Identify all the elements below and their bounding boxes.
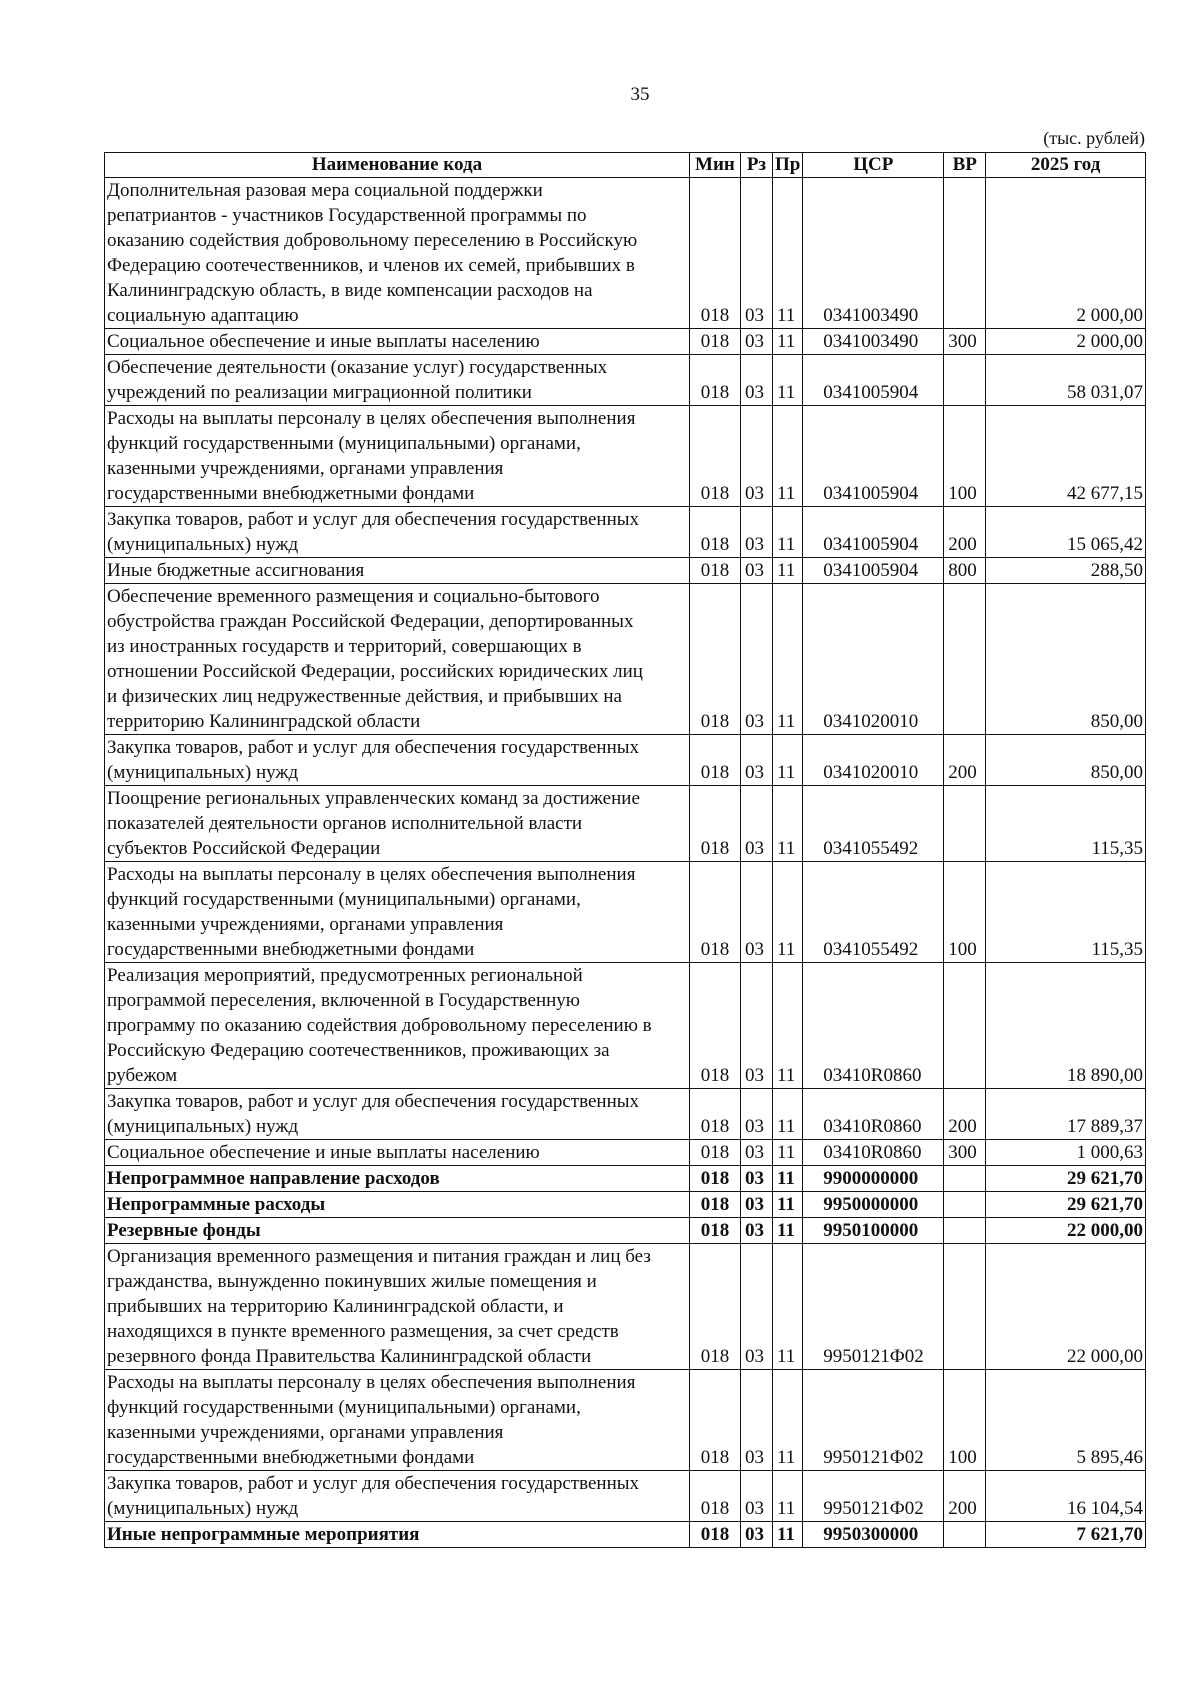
cell-vr: 200 bbox=[944, 507, 986, 558]
cell-min: 018 bbox=[689, 507, 740, 558]
cell-sum: 16 104,54 bbox=[986, 1471, 1146, 1522]
cell-min: 018 bbox=[689, 1522, 740, 1548]
table-row bbox=[105, 178, 1146, 329]
cell-rz: 03 bbox=[740, 507, 772, 558]
cell-pr: 11 bbox=[772, 507, 802, 558]
table-row bbox=[105, 735, 1146, 786]
header-min: Мин bbox=[689, 153, 740, 178]
cell-pr: 11 bbox=[772, 1471, 802, 1522]
cell-vr bbox=[944, 1218, 986, 1244]
cell-rz: 03 bbox=[740, 1192, 772, 1218]
header-rz: Рз bbox=[740, 153, 772, 178]
cell-name: Реализация мероприятий, предусмотренных региональной программой переселения, включенной в Государственную программу по оказанию содействия добровольному переселению в Российскую Федерацию соотечественников, проживающих за рубежом bbox=[105, 963, 690, 1089]
cell-vr bbox=[944, 178, 986, 329]
cell-name: Иные непрограммные мероприятия bbox=[105, 1522, 690, 1548]
cell-pr: 11 bbox=[772, 1244, 802, 1370]
cell-rz: 03 bbox=[740, 862, 772, 963]
cell-name: Расходы на выплаты персоналу в целях обеспечения выполнения функций государственными (муниципальными) органами, казенными учреждениями, органами управления государственными внебюджетными фондами bbox=[105, 862, 690, 963]
cell-min: 018 bbox=[689, 1244, 740, 1370]
cell-rz: 03 bbox=[740, 1522, 772, 1548]
cell-name: Закупка товаров, работ и услуг для обеспечения государственных (муниципальных) нужд bbox=[105, 1089, 690, 1140]
cell-csr: 0341020010 bbox=[803, 735, 944, 786]
cell-name: Непрограммные расходы bbox=[105, 1192, 690, 1218]
cell-name: Расходы на выплаты персоналу в целях обеспечения выполнения функций государственными (муниципальными) органами, казенными учреждениями, органами управления государственными внебюджетными фондами bbox=[105, 1370, 690, 1471]
cell-name: Расходы на выплаты персоналу в целях обеспечения выполнения функций государственными (муниципальными) органами, казенными учреждениями, органами управления государственными внебюджетными фондами bbox=[105, 406, 690, 507]
budget-table bbox=[104, 152, 1146, 1548]
cell-pr: 11 bbox=[772, 1192, 802, 1218]
table-row bbox=[105, 862, 1146, 963]
table-row bbox=[105, 786, 1146, 862]
cell-min: 018 bbox=[689, 584, 740, 735]
cell-min: 018 bbox=[689, 1140, 740, 1166]
cell-sum: 29 621,70 bbox=[986, 1192, 1146, 1218]
cell-rz: 03 bbox=[740, 406, 772, 507]
cell-rz: 03 bbox=[740, 1089, 772, 1140]
cell-csr: 9950300000 bbox=[803, 1522, 944, 1548]
cell-vr: 200 bbox=[944, 1471, 986, 1522]
cell-min: 018 bbox=[689, 1218, 740, 1244]
cell-min: 018 bbox=[689, 406, 740, 507]
header-csr: ЦСР bbox=[803, 153, 944, 178]
cell-min: 018 bbox=[689, 329, 740, 355]
cell-name: Поощрение региональных управленческих команд за достижение показателей деятельности органов исполнительной власти субъектов Российской Федерации bbox=[105, 786, 690, 862]
cell-min: 018 bbox=[689, 735, 740, 786]
cell-rz: 03 bbox=[740, 178, 772, 329]
cell-vr bbox=[944, 1244, 986, 1370]
cell-sum: 58 031,07 bbox=[986, 355, 1146, 406]
cell-csr: 9950121Ф02 bbox=[803, 1244, 944, 1370]
cell-sum: 1 000,63 bbox=[986, 1140, 1146, 1166]
cell-name: Закупка товаров, работ и услуг для обеспечения государственных (муниципальных) нужд bbox=[105, 1471, 690, 1522]
table-row bbox=[105, 1166, 1146, 1192]
cell-name: Дополнительная разовая мера социальной поддержки репатриантов - участников Государственной программы по оказанию содействия добровольному переселению в Российскую Федерацию соотечественников, и членов их семей, прибывших в Калининградскую область, в виде компенсации расходов на социальную адаптацию bbox=[105, 178, 690, 329]
cell-name: Обеспечение временного размещения и социально-бытового обустройства граждан Российской Федерации, депортированных из иностранных государств и территорий, совершающих в отношении Российской Федерации, российских юридических лиц и физических лиц недружественные действия, и прибывших на территорию Калининградской области bbox=[105, 584, 690, 735]
cell-pr: 11 bbox=[772, 329, 802, 355]
cell-min: 018 bbox=[689, 1471, 740, 1522]
table-row bbox=[105, 584, 1146, 735]
cell-vr bbox=[944, 1522, 986, 1548]
cell-min: 018 bbox=[689, 558, 740, 584]
cell-name: Иные бюджетные ассигнования bbox=[105, 558, 690, 584]
cell-pr: 11 bbox=[772, 862, 802, 963]
table-row bbox=[105, 1218, 1146, 1244]
cell-vr: 100 bbox=[944, 1370, 986, 1471]
cell-pr: 11 bbox=[772, 584, 802, 735]
cell-csr: 0341005904 bbox=[803, 355, 944, 406]
cell-rz: 03 bbox=[740, 786, 772, 862]
cell-csr: 0341005904 bbox=[803, 507, 944, 558]
cell-rz: 03 bbox=[740, 963, 772, 1089]
cell-min: 018 bbox=[689, 862, 740, 963]
cell-pr: 11 bbox=[772, 406, 802, 507]
cell-min: 018 bbox=[689, 178, 740, 329]
cell-vr bbox=[944, 963, 986, 1089]
cell-pr: 11 bbox=[772, 1522, 802, 1548]
cell-min: 018 bbox=[689, 963, 740, 1089]
cell-pr: 11 bbox=[772, 558, 802, 584]
cell-min: 018 bbox=[689, 1370, 740, 1471]
cell-name: Социальное обеспечение и иные выплаты населению bbox=[105, 329, 690, 355]
page-number: 35 bbox=[630, 84, 650, 105]
cell-vr: 300 bbox=[944, 329, 986, 355]
table-row bbox=[105, 1471, 1146, 1522]
cell-sum: 2 000,00 bbox=[986, 178, 1146, 329]
cell-csr: 0341003490 bbox=[803, 178, 944, 329]
cell-sum: 2 000,00 bbox=[986, 329, 1146, 355]
cell-pr: 11 bbox=[772, 963, 802, 1089]
table-header-row bbox=[105, 153, 1146, 178]
cell-name: Социальное обеспечение и иные выплаты населению bbox=[105, 1140, 690, 1166]
cell-sum: 5 895,46 bbox=[986, 1370, 1146, 1471]
cell-csr: 0341003490 bbox=[803, 329, 944, 355]
cell-vr bbox=[944, 786, 986, 862]
cell-rz: 03 bbox=[740, 355, 772, 406]
cell-csr: 03410R0860 bbox=[803, 963, 944, 1089]
table-row bbox=[105, 1089, 1146, 1140]
cell-pr: 11 bbox=[772, 178, 802, 329]
cell-pr: 11 bbox=[772, 1089, 802, 1140]
cell-csr: 0341005904 bbox=[803, 406, 944, 507]
cell-csr: 9950100000 bbox=[803, 1218, 944, 1244]
cell-min: 018 bbox=[689, 786, 740, 862]
units-label: (тыс. рублей) bbox=[1043, 128, 1145, 148]
cell-rz: 03 bbox=[740, 1166, 772, 1192]
cell-name: Резервные фонды bbox=[105, 1218, 690, 1244]
cell-sum: 115,35 bbox=[986, 862, 1146, 963]
cell-name: Организация временного размещения и питания граждан и лиц без гражданства, вынужденно покинувших жилые помещения и прибывших на территорию Калининградской области, и находящихся в пункте временного размещения, за счет средств резервного фонда Правительства Калининградской области bbox=[105, 1244, 690, 1370]
header-name: Наименование кода bbox=[105, 153, 690, 178]
cell-pr: 11 bbox=[772, 1218, 802, 1244]
cell-sum: 22 000,00 bbox=[986, 1218, 1146, 1244]
cell-name: Закупка товаров, работ и услуг для обеспечения государственных (муниципальных) нужд bbox=[105, 735, 690, 786]
cell-rz: 03 bbox=[740, 558, 772, 584]
cell-rz: 03 bbox=[740, 1471, 772, 1522]
table-row bbox=[105, 406, 1146, 507]
cell-csr: 03410R0860 bbox=[803, 1089, 944, 1140]
cell-min: 018 bbox=[689, 1192, 740, 1218]
cell-rz: 03 bbox=[740, 584, 772, 735]
cell-sum: 15 065,42 bbox=[986, 507, 1146, 558]
cell-sum: 29 621,70 bbox=[986, 1166, 1146, 1192]
cell-csr: 0341055492 bbox=[803, 786, 944, 862]
cell-vr bbox=[944, 1166, 986, 1192]
header-pr: Пр bbox=[772, 153, 802, 178]
cell-sum: 22 000,00 bbox=[986, 1244, 1146, 1370]
cell-sum: 7 621,70 bbox=[986, 1522, 1146, 1548]
table-row bbox=[105, 1192, 1146, 1218]
cell-sum: 850,00 bbox=[986, 584, 1146, 735]
cell-csr: 03410R0860 bbox=[803, 1140, 944, 1166]
cell-sum: 288,50 bbox=[986, 558, 1146, 584]
cell-vr bbox=[944, 1192, 986, 1218]
cell-csr: 9950121Ф02 bbox=[803, 1370, 944, 1471]
cell-rz: 03 bbox=[740, 1218, 772, 1244]
cell-rz: 03 bbox=[740, 1370, 772, 1471]
table-row bbox=[105, 1244, 1146, 1370]
cell-csr: 9900000000 bbox=[803, 1166, 944, 1192]
cell-vr: 800 bbox=[944, 558, 986, 584]
cell-sum: 115,35 bbox=[986, 786, 1146, 862]
cell-min: 018 bbox=[689, 1089, 740, 1140]
cell-rz: 03 bbox=[740, 1140, 772, 1166]
cell-pr: 11 bbox=[772, 735, 802, 786]
cell-sum: 42 677,15 bbox=[986, 406, 1146, 507]
cell-vr: 100 bbox=[944, 406, 986, 507]
cell-csr: 9950000000 bbox=[803, 1192, 944, 1218]
cell-vr: 200 bbox=[944, 1089, 986, 1140]
cell-sum: 18 890,00 bbox=[986, 963, 1146, 1089]
cell-csr: 9950121Ф02 bbox=[803, 1471, 944, 1522]
cell-sum: 850,00 bbox=[986, 735, 1146, 786]
cell-min: 018 bbox=[689, 1166, 740, 1192]
cell-vr bbox=[944, 584, 986, 735]
cell-rz: 03 bbox=[740, 329, 772, 355]
table-row bbox=[105, 1370, 1146, 1471]
cell-vr: 200 bbox=[944, 735, 986, 786]
cell-vr: 100 bbox=[944, 862, 986, 963]
table-row bbox=[105, 963, 1146, 1089]
cell-min: 018 bbox=[689, 355, 740, 406]
header-sum: 2025 год bbox=[986, 153, 1146, 178]
cell-vr bbox=[944, 355, 986, 406]
cell-csr: 0341055492 bbox=[803, 862, 944, 963]
cell-sum: 17 889,37 bbox=[986, 1089, 1146, 1140]
cell-name: Закупка товаров, работ и услуг для обеспечения государственных (муниципальных) нужд bbox=[105, 507, 690, 558]
cell-pr: 11 bbox=[772, 355, 802, 406]
cell-rz: 03 bbox=[740, 1244, 772, 1370]
cell-name: Обеспечение деятельности (оказание услуг) государственных учреждений по реализации миграционной политики bbox=[105, 355, 690, 406]
table-row bbox=[105, 355, 1146, 406]
cell-pr: 11 bbox=[772, 1140, 802, 1166]
table-row bbox=[105, 558, 1146, 584]
cell-vr: 300 bbox=[944, 1140, 986, 1166]
cell-name: Непрограммное направление расходов bbox=[105, 1166, 690, 1192]
table-row bbox=[105, 507, 1146, 558]
table-row bbox=[105, 1522, 1146, 1548]
table-row bbox=[105, 1140, 1146, 1166]
cell-csr: 0341020010 bbox=[803, 584, 944, 735]
header-vr: ВР bbox=[944, 153, 986, 178]
cell-csr: 0341005904 bbox=[803, 558, 944, 584]
table-row bbox=[105, 329, 1146, 355]
cell-rz: 03 bbox=[740, 735, 772, 786]
cell-pr: 11 bbox=[772, 786, 802, 862]
cell-pr: 11 bbox=[772, 1166, 802, 1192]
cell-pr: 11 bbox=[772, 1370, 802, 1471]
